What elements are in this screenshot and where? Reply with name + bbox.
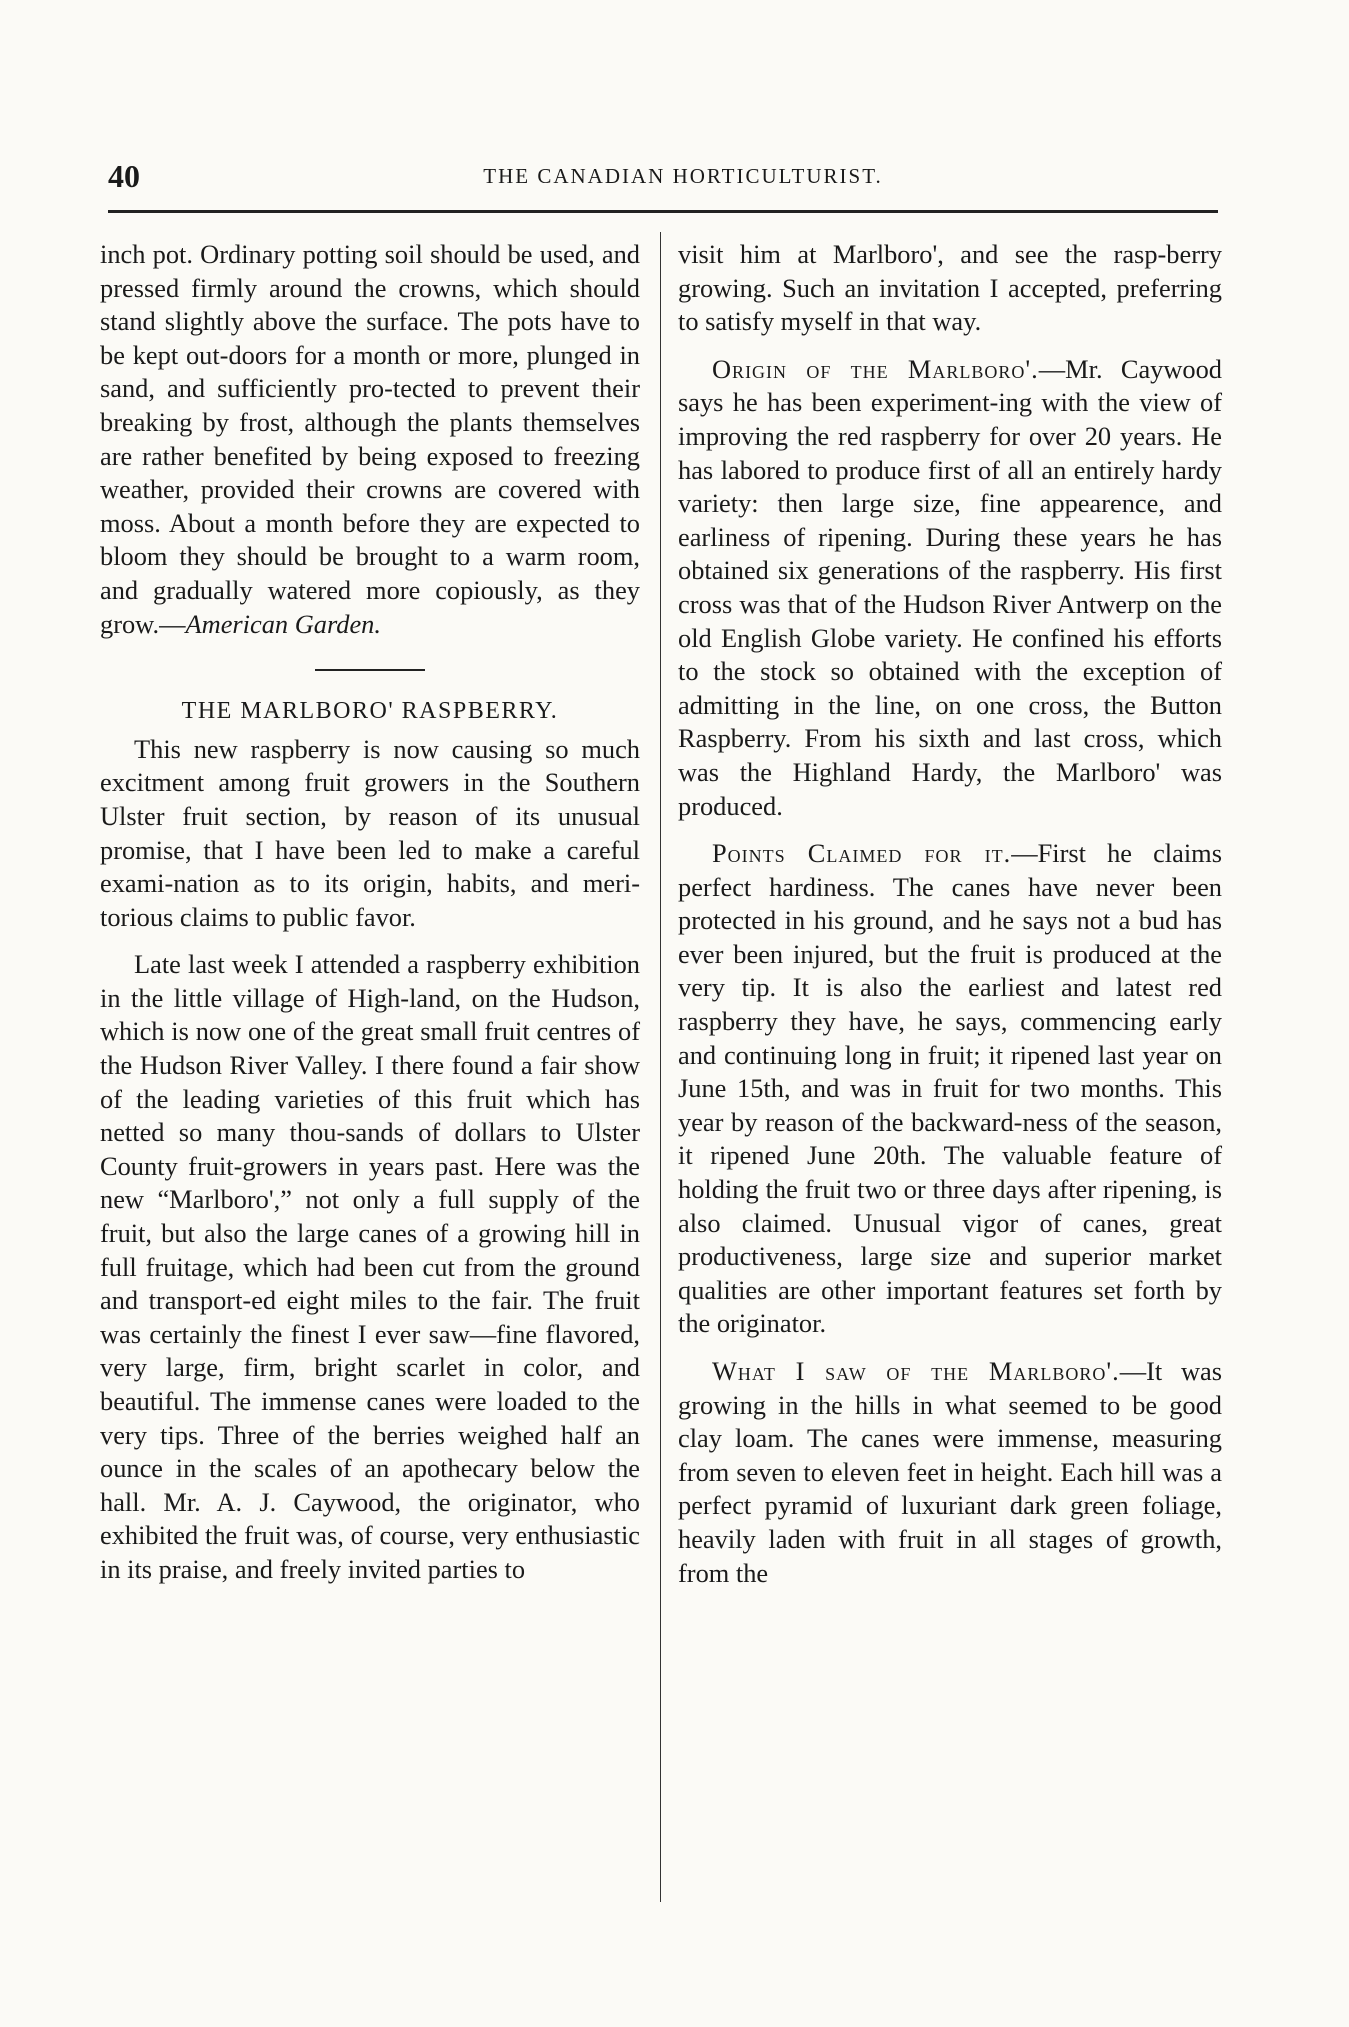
origin-subheading: Origin of the Marlboro'. — [712, 353, 1039, 384]
section-divider — [315, 669, 425, 671]
right-paragraph-3 — [678, 837, 1222, 1341]
right-paragraph-3-text: —First he claims perfect hardiness. The canes have never been protected in his ground, and he says not a bud has ever been injured, but the fruit is produced at the very tip. It is also the earliest and latest red raspberry they have, he says, commencing early and continuing long in fruit; it ripened last year on June 15th, and was in fruit for two months. This year by reason of the backward-ness of the season, it ripened June 20th. The valuable feature of holding the fruit two or three days after ripening, is also claimed. Unusual vigor of canes, great productiveness, large size and superior market qualities are other important features set forth by the originator. — [678, 838, 1222, 1339]
points-subheading: Points Claimed for it. — [712, 838, 1012, 869]
right-paragraph-1: visit him at Marlboro', and see the rasp-berry growing. Such an invitation I accepted, preferring to satisfy myself in that way. — [678, 239, 1222, 337]
left-paragraph-1-text: inch pot. Ordinary potting soil should be used, and pressed firmly around the crowns, which should stand slightly above the surface. The pots have to be kept out-doors for a month or more, plunged in sand, and sufficiently pro-tected to prevent their breaking by frost, although the plants themselves are rather benefited by being exposed to freezing weather, provided their crowns are covered with moss. About a month before they are expected to bloom they should be brought to a warm room, and gradually watered more copiously, as they grow.— — [100, 239, 640, 639]
left-paragraph-3: Late last week I attended a raspberry exhibition in the little village of High-land, on the Hudson, which is now one of the great small fruit centres of the Hudson River Valley. I there found a fair show of the leading varieties of this fruit which has netted so many thou-sands of dollars to Ulster County fruit-growers in years past. Here was the new “Marlboro',” not only a full supply of the fruit, but also the large canes of a growing hill in full fruitage, which had been cut from the ground and transport-ed eight miles to the fair. The fruit was certainly the finest I ever saw—fine flavored, very large, firm, bright scarlet in color, and beautiful. The immense canes were loaded to the very tips. Three of the berries weighed half an ounce in the scales of an apothecary below the hall. Mr. A. J. Caywood, the originator, who exhibited the fruit was, of course, very enthusiastic in its praise, and freely invited parties to — [100, 949, 640, 1584]
observation-subheading: What I saw of the Marlboro'. — [712, 1356, 1120, 1386]
right-paragraph-4 — [678, 1355, 1222, 1590]
header-rule — [108, 210, 1218, 213]
column-divider — [660, 232, 661, 1902]
left-paragraph-1 — [100, 238, 640, 641]
left-column — [100, 238, 640, 1587]
running-title: THE CANADIAN HORTICULTURIST. — [483, 164, 883, 188]
right-paragraph-2 — [678, 353, 1222, 823]
page-number: 40 — [108, 158, 140, 194]
left-paragraph-2: This new raspberry is now causing so much excitment among fruit growers in the Southern Ulster fruit section, by reason of its unusual promise, that I have been led to make a careful exami-nation as to its origin, habits, and meri-torious claims to public favor. — [100, 733, 640, 932]
right-column — [678, 238, 1222, 1590]
article-heading: THE MARLBORO' RASPBERRY. — [181, 698, 559, 725]
source-credit: American Garden. — [185, 608, 381, 639]
page-header — [108, 158, 1218, 198]
right-paragraph-2-text: —Mr. Caywood says he has been experiment-ing with the view of improving the red raspberry for over 20 years. He has labored to produce first of all an entirely hardy variety: then large size, fine appearence, and earliness of ripening. During these years he has obtained six generations of the raspberry. His first cross was that of the Hudson River Antwerp on the old English Globe variety. He confined his efforts to the stock so obtained with the exception of admitting in the line, on one cross, the Button Raspberry. From his sixth and last cross, which was the Highland Hardy, the Marlboro' was produced. — [678, 353, 1222, 821]
right-paragraph-4-text: —It was growing in the hills in what seemed to be good clay loam. The canes were immense, measuring from seven to eleven feet in height. Each hill was a perfect pyramid of luxuriant dark green foliage, heavily laden with fruit in all stages of growth, from the — [678, 1356, 1222, 1588]
